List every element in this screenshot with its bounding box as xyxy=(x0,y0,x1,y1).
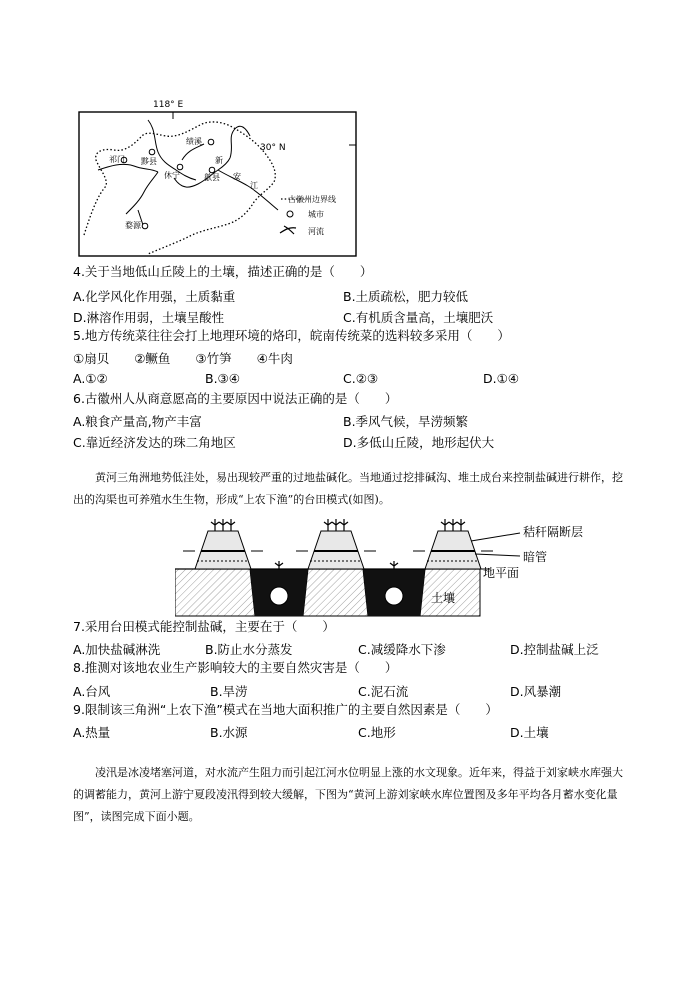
question-4-option-b[interactable]: B.土质疏松，肥力较低 xyxy=(343,289,469,304)
question-5-option-c[interactable]: C.②③ xyxy=(343,371,379,386)
river-name-an: 安 xyxy=(233,172,241,181)
fish-icon xyxy=(385,587,403,605)
question-9-option-b[interactable]: B.水源 xyxy=(210,725,248,740)
question-7-option-d[interactable]: D.控制盐碱上泛 xyxy=(510,642,599,657)
question-5-items: ①扇贝 ②鳜鱼 ③竹笋 ④牛肉 xyxy=(73,351,293,366)
legend-river-symbol xyxy=(280,226,296,234)
question-8-option-a[interactable]: A.台风 xyxy=(73,684,111,699)
river-7 xyxy=(126,172,158,214)
question-6-option-d[interactable]: D.多低山丘陵，地形起伏大 xyxy=(343,435,495,450)
question-7-option-a[interactable]: A.加快盐碱淋洗 xyxy=(73,642,161,657)
question-7-stem: 7.采用台田模式能控制盐碱，主要在于（ ） xyxy=(73,619,335,634)
platform-field-diagram xyxy=(175,516,615,618)
pointer-straw xyxy=(471,533,520,541)
city-jixi xyxy=(208,139,214,145)
place-jixi: 绩溪 xyxy=(186,137,202,146)
question-6-option-c[interactable]: C.靠近经济发达的珠二角地区 xyxy=(73,435,236,450)
question-5-option-a[interactable]: A.①② xyxy=(73,371,108,386)
question-5-option-d[interactable]: D.①④ xyxy=(483,371,520,386)
question-8-option-b[interactable]: B.旱涝 xyxy=(210,684,248,699)
question-9-option-a[interactable]: A.热量 xyxy=(73,725,111,740)
question-9-option-c[interactable]: C.地形 xyxy=(358,725,396,740)
city-xiuning xyxy=(177,164,183,170)
question-9-option-d[interactable]: D.土壤 xyxy=(510,725,549,740)
question-6-option-a[interactable]: A.粮食产量高,物产丰富 xyxy=(73,414,202,429)
place-wuyuan: 婺源 xyxy=(125,221,141,230)
question-7-option-b[interactable]: B.防止水分蒸发 xyxy=(205,642,293,657)
city-wuyuan xyxy=(142,223,148,229)
question-9-stem: 9.限制该三角洲“上农下渔”模式在当地大面积推广的主要自然因素是（ ） xyxy=(73,702,498,717)
legend-boundary-label: 古徽州边界线 xyxy=(288,195,336,204)
huizhou-boundary-line xyxy=(84,122,275,254)
ancient-huizhou-map xyxy=(78,100,358,258)
place-shexian: 歙县 xyxy=(204,173,220,182)
passage-ice-flood: 凌汛是冰凌堵塞河道，对水流产生阻力而引起江河水位明显上涨的水文现象。近年来，得益于刘家峡水库强大的调蓄能力，黄河上游宁夏段凌汛得到较大缓解，下图为“黄河上游刘家峡水库位置图及多年平均各月蓄水变化量图”，读图完成下面小题。 xyxy=(73,766,623,823)
place-qimen: 祁门 xyxy=(109,155,125,164)
legend-city-symbol xyxy=(287,211,293,217)
question-4-option-c[interactable]: C.有机质含量高，土壤肥沃 xyxy=(343,310,494,325)
question-4-option-a[interactable]: A.化学风化作用强，土质黏重 xyxy=(73,289,236,304)
pointer-pipe xyxy=(475,554,520,556)
question-4-option-d[interactable]: D.淋溶作用弱，土壤呈酸性 xyxy=(73,310,225,325)
label-straw-layer: 秸秆隔断层 xyxy=(523,525,584,539)
place-yixian: 黟县 xyxy=(141,157,157,166)
fish-icon xyxy=(270,587,288,605)
question-6-option-b[interactable]: B.季风气候，旱涝频繁 xyxy=(343,414,469,429)
label-soil: 土壤 xyxy=(431,591,456,605)
river-4 xyxy=(218,170,278,210)
label-drain-pipe: 暗管 xyxy=(523,550,548,564)
question-8-option-c[interactable]: C.泥石流 xyxy=(358,684,409,699)
question-5-stem: 5.地方传统菜往往会打上地理环境的烙印，皖南传统菜的选料较多采用（ ） xyxy=(73,328,510,343)
city-yixian xyxy=(149,149,155,155)
latitude-label: 30° N xyxy=(260,143,286,153)
river-name-xin: 新 xyxy=(215,156,223,165)
river-5 xyxy=(230,126,250,158)
label-ground-level: 地平面 xyxy=(483,566,520,580)
legend-river-label: 河流 xyxy=(308,227,324,236)
place-xiuning: 休宁 xyxy=(164,171,180,180)
question-6-stem: 6.古徽州人从商意愿高的主要原因中说法正确的是（ ） xyxy=(73,391,398,406)
river-name-jiang: 江 xyxy=(250,181,258,190)
question-8-option-d[interactable]: D.风暴潮 xyxy=(510,684,562,699)
question-4-stem: 4.关于当地低山丘陵上的土壤，描述正确的是（ ） xyxy=(73,264,373,279)
passage-yellow-river-delta: 黄河三角洲地势低洼处，易出现较严重的过地盐碱化。当地通过挖排碱沟、堆土成台来控制盐碱进行耕作，挖出的沟渠也可养殖水生生物，形成“上农下渔”的台田模式(如图)。 xyxy=(73,471,623,506)
question-5-option-b[interactable]: B.③④ xyxy=(205,371,240,386)
longitude-label: 118° E xyxy=(153,100,184,110)
legend-city-label: 城市 xyxy=(308,210,324,219)
question-7-option-c[interactable]: C.减缓降水下渗 xyxy=(358,642,446,657)
question-8-stem: 8.推测对该地农业生产影响较大的主要自然灾害是（ ） xyxy=(73,660,398,675)
